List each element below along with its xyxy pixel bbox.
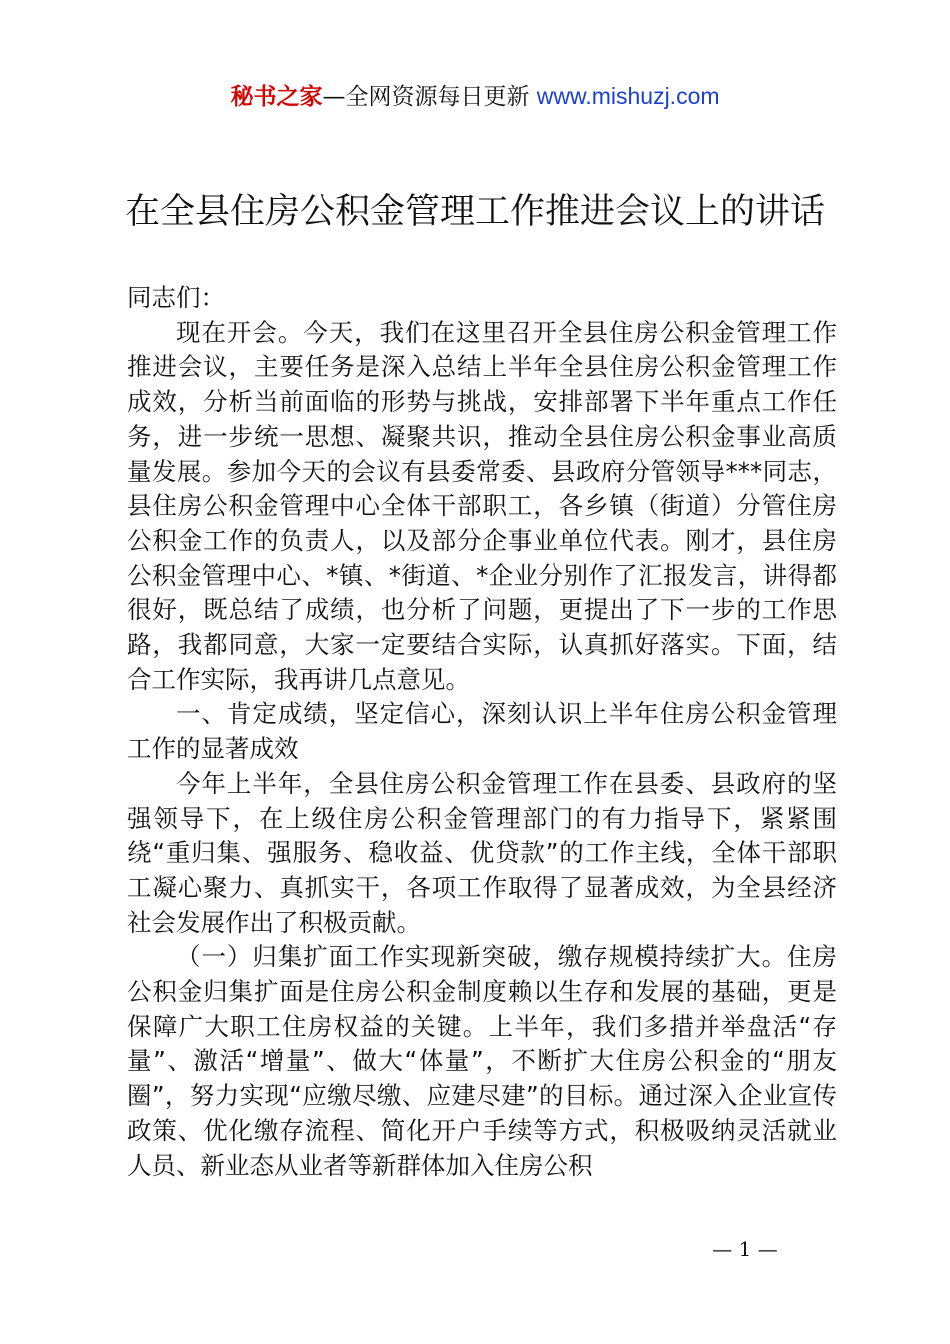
paragraph-opening: 现在开会。今天，我们在这里召开全县住房公积金管理工作推进会议，主要任务是深入总结上半年全县住房公积金管理工作成效，分析当前面临的形势与挑战，安排部署下半年重点工作任务，进一步统一思想、凝聚共识，推动全县住房公积金事业高质量发展。参加今天的会议有县委常委、县政府分管领导***同志，县住房公积金管理中心全体干部职工，各乡镇（街道）分管住房公积金工作的负责人，以及部分企事业单位代表。刚才，县住房公积金管理中心、*镇、*街道、*企业分别作了汇报发言，讲得都很好，既总结了成绩，也分析了问题，更提出了下一步的工作思路，我都同意，大家一定要结合实际，认真抓好落实。下面，结合工作实际，我再讲几点意见。 (127, 317, 837, 694)
document-body (127, 281, 837, 1183)
salutation: 同志们： (127, 283, 225, 312)
document-title: 在全县住房公积金管理工作推进会议上的讲话 (124, 192, 825, 232)
site-brand: 秘书之家 (230, 84, 323, 110)
header-dash: — (322, 84, 346, 110)
paragraph-subsection-1: （一）归集扩面工作实现新突破，缴存规模持续扩大。住房公积金归集扩面是住房公积金制度赖以生存和发展的基础，更是保障广大职工住房权益的关键。上半年，我们多措并举盘活“存量”、激活“增量”、做大“体量”，不断扩大住房公积金的“朋友圈”，努力实现“应缴尽缴、应建尽建”的目标。通过深入企业宣传政策、优化缴存流程、简化开户手续等方式，积极吸纳灵活就业人员、新业态从业者等新群体加入住房公积 (127, 942, 837, 1180)
paragraph-achievements: 今年上半年，全县住房公积金管理工作在县委、县政府的坚强领导下，在上级住房公积金管理部门的有力指导下，紧紧围绕“重归集、强服务、稳收益、优贷款”的工作主线，全体干部职工凝心聚力、真抓实干，各项工作取得了显著成效，为全县经济社会发展作出了积极贡献。 (127, 768, 837, 937)
site-url-link[interactable]: www.mishuzj.com (536, 83, 720, 109)
page-number: — 1 — (712, 1237, 778, 1261)
header-slogan: 全网资源每日更新 (345, 84, 537, 110)
section-heading-1: 一、肯定成绩，坚定信心，深刻认识上半年住房公积金管理工作的显著成效 (127, 699, 837, 764)
site-header (0, 78, 950, 115)
